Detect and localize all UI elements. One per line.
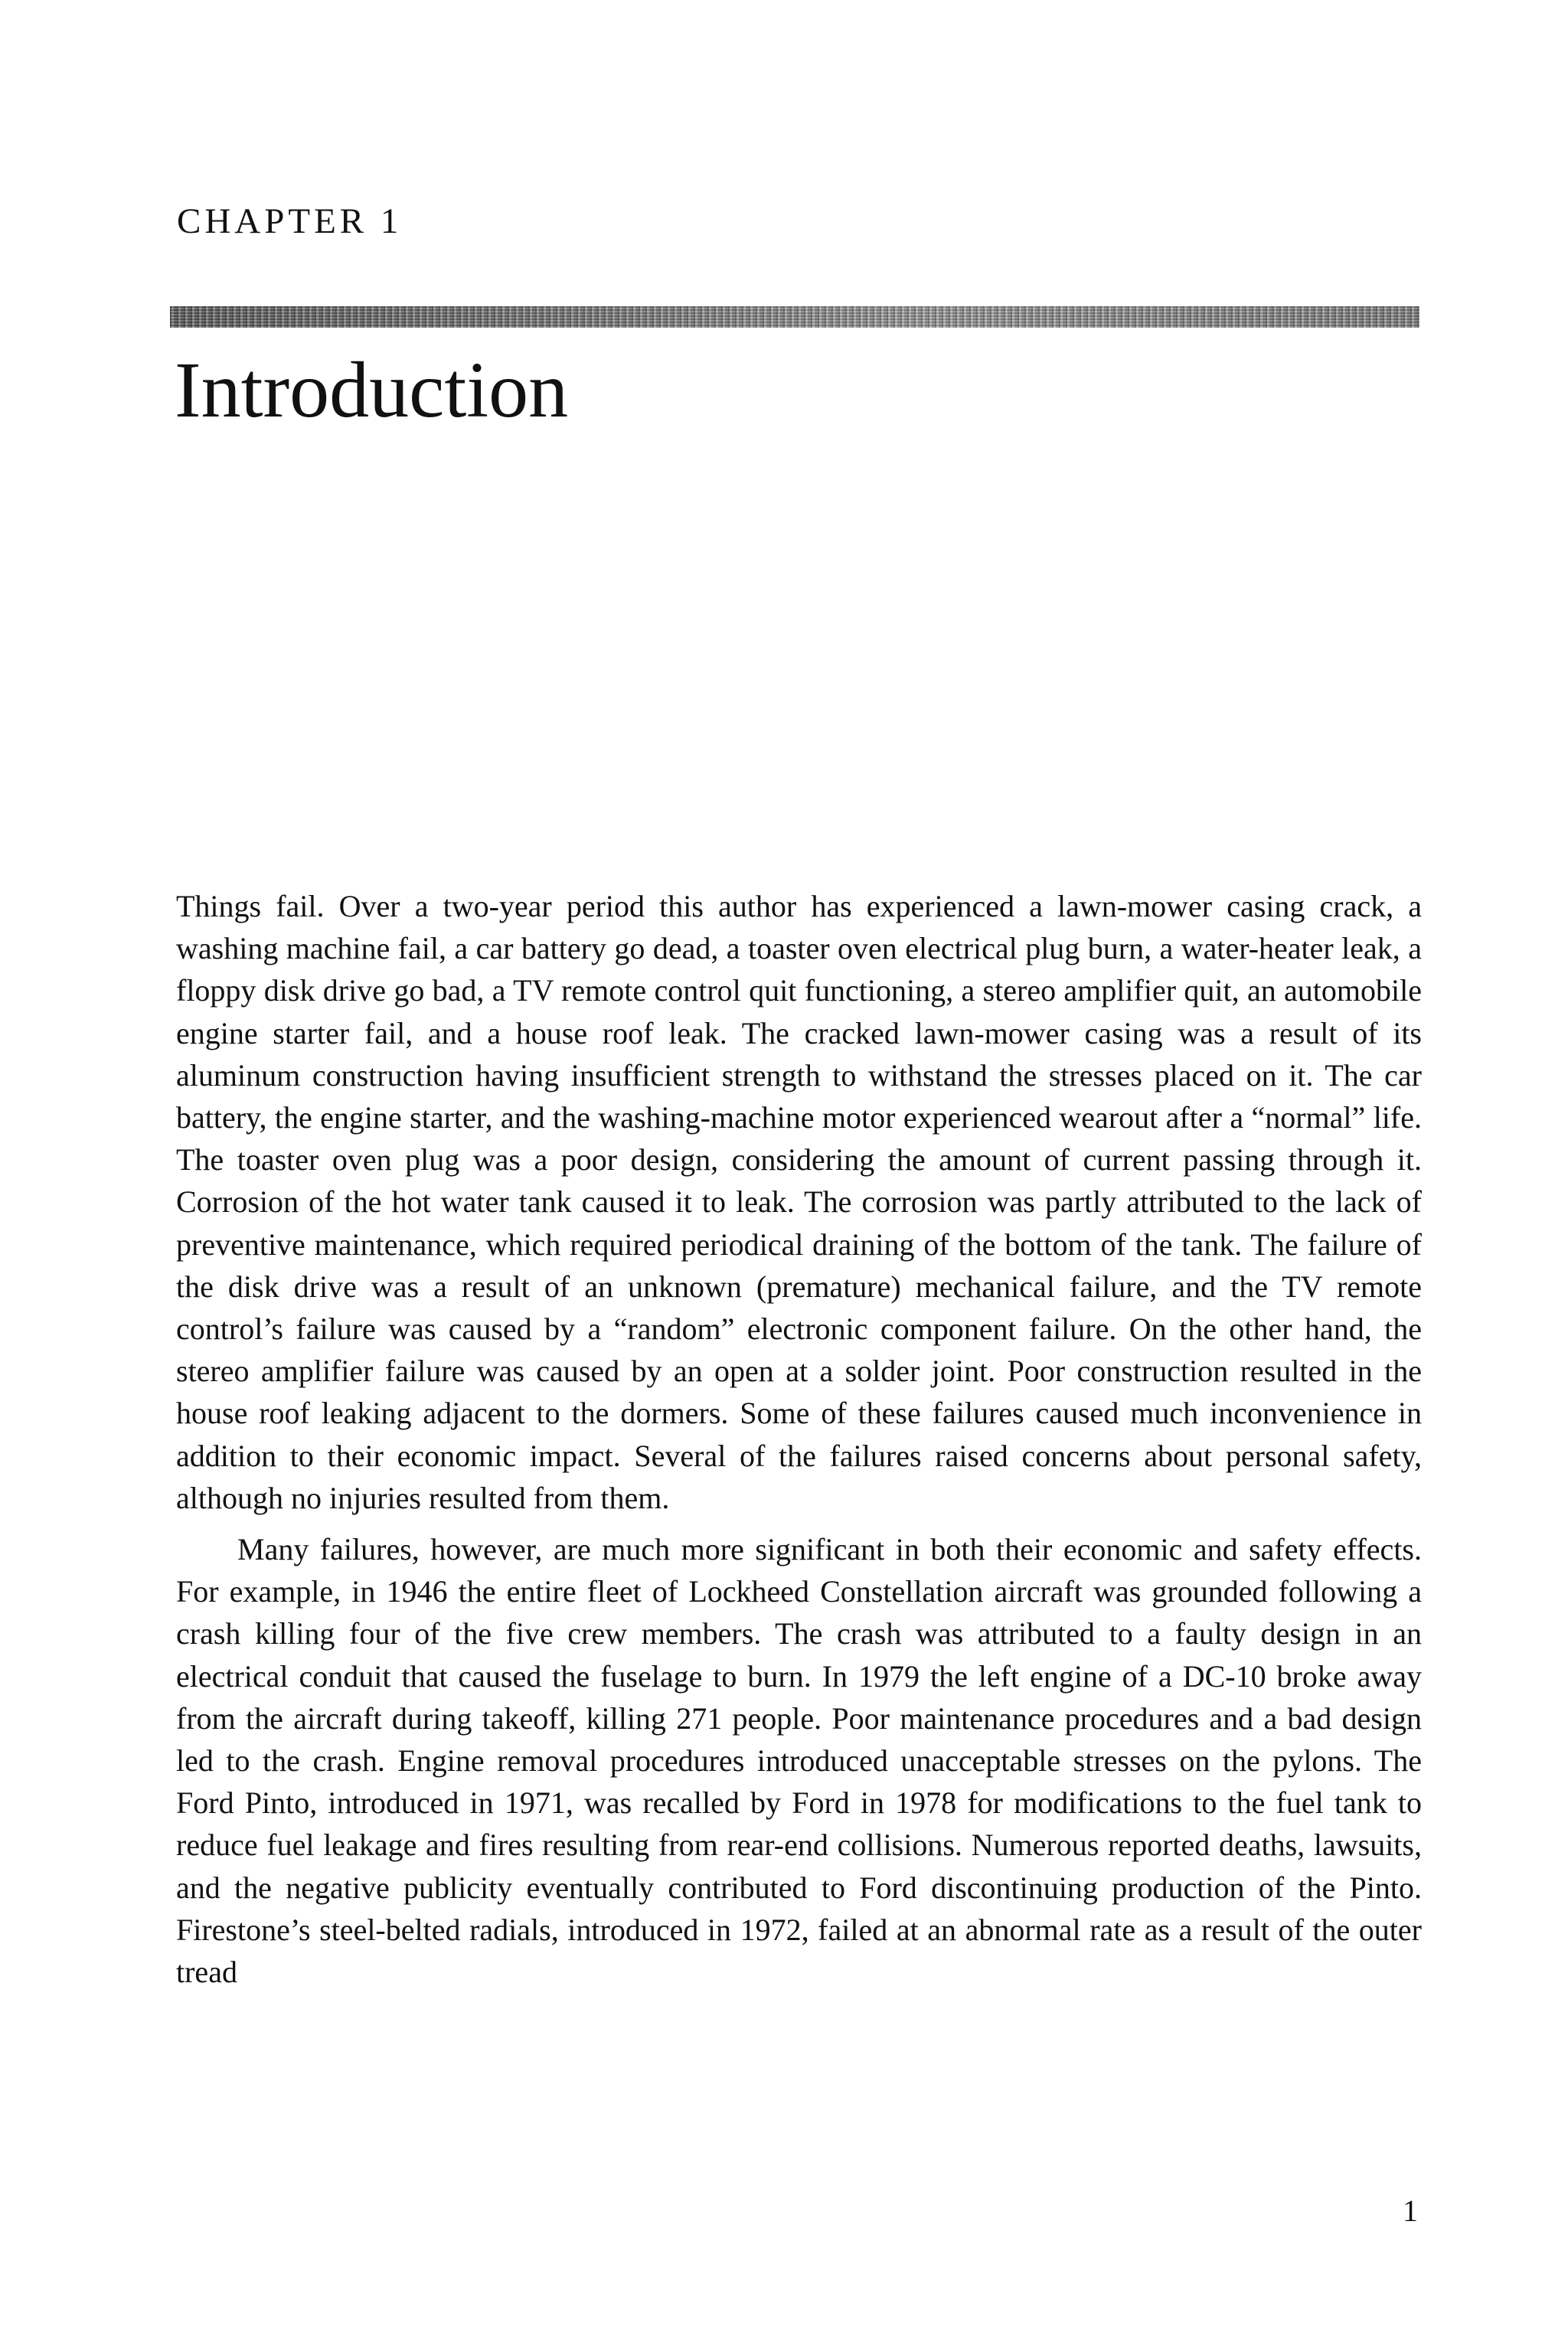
chapter-label: CHAPTER 1 [177,201,403,241]
paragraph-2: Many failures, however, are much more significant in both their economic and safety effects. For example, in 1946 the entire fleet of Lockheed Constellation aircraft was grounded following a crash killing four of the five crew members. The crash was attributed to a faulty design in an electrical conduit that caused the fuselage to burn. In 1979 the left engine of a DC-10 broke away from the aircraft during takeoff, killing 271 people. Poor maintenance procedures and a bad design led to the crash. Engine removal procedures introduced unacceptable stresses on the pylons. The Ford Pinto, introduced in 1971, was recalled by Ford in 1978 for modifications to the fuel tank to reduce fuel leakage and fires resulting from rear-end collisions. Numerous reported deaths, lawsuits, and the negative publicity eventually contributed to Ford discontinuing production of the Pinto. Firestone’s steel-belted radials, introduced in 1972, failed at an abnormal rate as a result of the outer tread [176,1532,1422,1990]
body-text [176,885,1422,1993]
chapter-title: Introduction [175,346,569,434]
paragraph-1: Things fail. Over a two-year period this author has experienced a lawn-mower casing crack, a washing machine fail, a car battery go dead, a toaster oven electrical plug burn, a water-heater leak, a floppy disk drive go bad, a TV remote control quit functioning, a stereo amplifier quit, an automobile engine starter fail, and a house roof leak. The cracked lawn-mower casing was a result of its aluminum construction having insufficient strength to withstand the stresses placed on it. The car battery, the engine starter, and the washing-machine motor experienced wearout after a “normal” life. The toaster oven plug was a poor design, considering the amount of current passing through it. Corrosion of the hot water tank caused it to leak. The corrosion was partly attributed to the lack of preventive maintenance, which required periodical draining of the bottom of the tank. The failure of the disk drive was a result of an unknown (premature) mechanical failure, and the TV remote control’s failure was caused by a “random” electronic component failure. On the other hand, the stereo amplifier failure was caused by an open at a solder joint. Poor construction resulted in the house roof leaking adjacent to the dormers. Some of these failures caused much inconvenience in addition to their economic impact. Several of the failures raised concerns about personal safety, although no injuries resulted from them. [176,889,1422,1515]
chapter-divider-rule [170,306,1419,328]
page-number: 1 [1403,2194,1418,2228]
